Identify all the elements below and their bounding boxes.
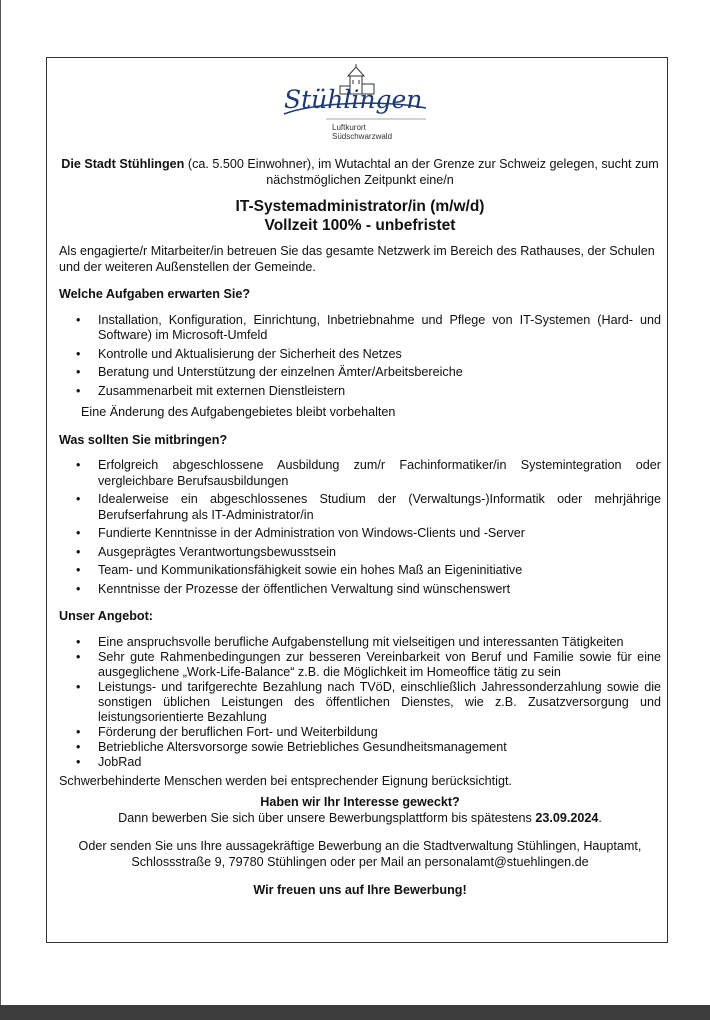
list-item: • JobRad [59, 755, 661, 770]
closing-question-text: Haben wir Ihr Interesse geweckt? [260, 795, 460, 809]
intro-rest: (ca. 5.500 Einwohner), im Wutachtal an der Grenze zur Schweiz gelegen, sucht zum nächstmöglichen Zeitpunkt eine/n [184, 157, 659, 187]
list-item: • Erfolgreich abgeschlossene Ausbildung zum/r Fachinformatiker/in Systemintegration oder vergleichbare Berufsausbildungen [59, 458, 661, 489]
closing-final [59, 883, 661, 899]
list-item: • Kontrolle und Aktualisierung der Sicherheit des Netzes [59, 347, 661, 363]
tasks-list [59, 313, 661, 400]
list-item: • Förderung der beruflichen Fort- und Weiterbildung [59, 725, 661, 740]
list-item: • Beratung und Unterstützung der einzelnen Ämter/Arbeitsbereiche [59, 365, 661, 381]
disability-note: Schwerbehinderte Menschen werden bei entsprechender Eignung berücksichtigt. [59, 773, 512, 788]
logo-name: Stühlingen [284, 85, 423, 114]
job-title-line1: IT-Systemadministrator/in (m/w/d) [235, 198, 485, 215]
closing-block [59, 795, 661, 899]
job-description: Als engagierte/r Mitarbeiter/in betreuen Sie das gesamte Netzwerk im Bereich des Rathauses, der Schulen und der weiteren Außenstellen der Gemeinde. [59, 244, 655, 274]
job-posting [59, 157, 661, 899]
list-item: • Eine anspruchsvolle berufliche Aufgabenstellung mit vielseitigen und interessanten Tätigkeiten [59, 635, 661, 650]
list-item: • Idealerweise ein abgeschlossenes Studium der (Verwaltungs-)Informatik oder mehrjährige Berufserfahrung als IT-Administrator/in [59, 492, 661, 523]
tasks-note: Eine Änderung des Aufgabengebietes bleibt vorbehalten [81, 405, 396, 419]
logo-line1: Luftkurort [332, 123, 366, 132]
castle-logo-icon [276, 64, 436, 142]
intro-bold: Die Stadt Stühlingen [61, 157, 185, 171]
list-item: • Fundierte Kenntnisse in der Administration von Windows-Clients und -Server [59, 526, 661, 542]
bottom-bar [0, 1005, 710, 1020]
intro-text [59, 157, 661, 188]
town-logo [276, 64, 436, 142]
apply-text: Dann bewerben Sie sich über unsere Bewerbungsplattform bis spätestens [118, 810, 536, 825]
list-item: • Ausgeprägtes Verantwortungsbewusstsein [59, 545, 661, 561]
offer-list [59, 635, 661, 770]
requirements-heading: Was sollten Sie mitbringen? [59, 432, 228, 447]
job-title [59, 197, 661, 235]
closing-final-text: Wir freuen uns auf Ihre Bewerbung! [253, 883, 467, 897]
list-item: • Team- und Kommunikationsfähigkeit sowie ein hohes Maß an Eigeninitiative [59, 563, 661, 579]
list-item: • Betriebliche Altersvorsorge sowie Betriebliches Gesundheitsmanagement [59, 740, 661, 755]
postal-application: Oder senden Sie uns Ihre aussagekräftige Bewerbung an die Stadtverwaltung Stühlingen, Hauptamt, Schlossstraße 9, 79780 Stühlingen oder per Mail an personalamt@stuehlingen.de [78, 839, 642, 869]
closing-question [59, 795, 661, 811]
list-item: • Leistungs- und tarifgerechte Bezahlung nach TVöD, einschließlich Jahressonderzahlung sowie die sonstigen üblichen Leistungen des öffentlichen Dienstes, wie z.B. Zusatzversorgung und leistungsorientierte Bezahlung [59, 680, 661, 725]
list-item: • Sehr gute Rahmenbedingungen zur besseren Vereinbarkeit von Beruf und Familie sowie für eine ausgeglichene „Work-Life-Balance“ z.B. die Möglichkeit im Homeoffice tätig zu sein [59, 650, 661, 680]
apply-line [59, 811, 661, 827]
deadline-date: 23.09.2024 [535, 810, 599, 825]
requirements-list [59, 458, 661, 597]
list-item: • Kenntnisse der Prozesse der öffentlichen Verwaltung sind wünschenswert [59, 582, 661, 598]
list-item: • Installation, Konfiguration, Einrichtung, Inbetriebnahme und Pflege von IT-Systemen (Hard- und Software) im Microsoft-Umfeld [59, 313, 661, 344]
list-item: • Zusammenarbeit mit externen Dienstleistern [59, 384, 661, 400]
job-title-line2: Vollzeit 100% - unbefristet [264, 217, 456, 234]
offer-heading: Unser Angebot: [59, 609, 153, 623]
logo-line2: Südschwarzwald [332, 132, 393, 141]
tasks-heading: Welche Aufgaben erwarten Sie? [59, 287, 251, 301]
apply-end: . [598, 810, 602, 825]
page-edge [0, 0, 1, 1005]
